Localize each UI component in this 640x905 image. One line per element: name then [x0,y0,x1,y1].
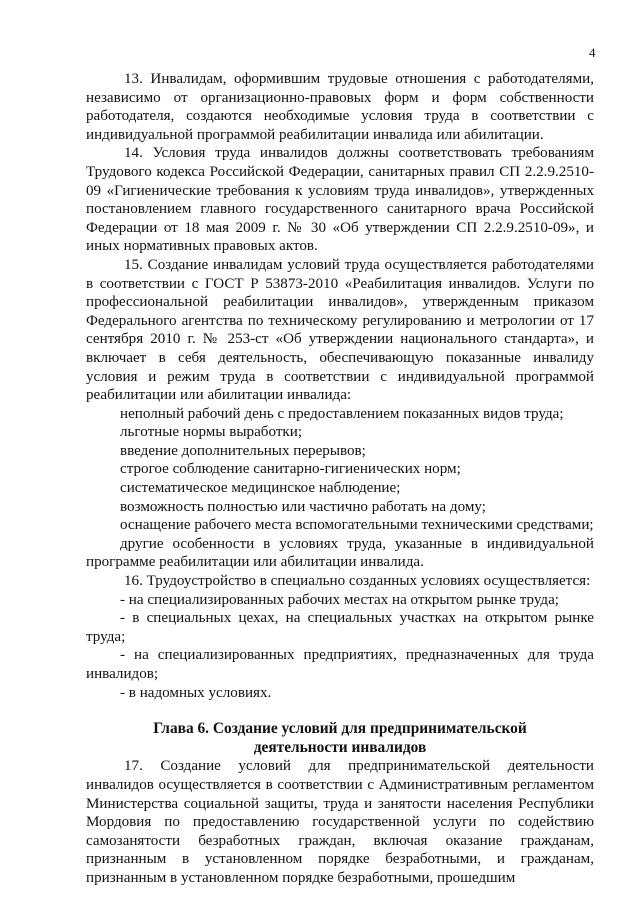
list-item: льготные нормы выработки; [120,424,303,441]
chapter-heading-line-2: деятельности инвалидов [253,738,427,756]
list-item: введение дополнительных перерывов; [120,442,366,459]
list-item: неполный рабочий день с предоставлением показанных видов труда; [120,405,564,422]
list-item: систематическое медицинское наблюдение; [120,480,401,497]
list-item: оснащение рабочего места вспомогательными техническими средствами; [120,517,594,534]
list-item: - в специальных цехах, на специальных участках на открытом рынке труда; [86,610,594,645]
paragraph-15: 15. Создание инвалидам условий труда осуществляется работодателями в соответствии с ГОСТ Р 53873-2010 «Реабилитация инвалидов. Услуги по профессиональной реабилитации инвалидов», утвержденным приказом Федерального агентства по техническому регулированию и метрологии от 17 сентября 2010 г. № 253-ст «Об утверждении национального стандарта», и включает в себя деятельность, обеспечивающую показанные инвалиду условия и режим труда в соответствии с индивидуальной программой реабилитации или абилитации инвалида: [86,256,594,404]
list-item: - на специализированных рабочих местах на открытом рынке труда; [120,591,559,608]
paragraph-14: 14. Условия труда инвалидов должны соответствовать требованиям Трудового кодекса Российской Федерации, санитарных правил СП 2.2.9.2510-09 «Гигиенические требования к условиям труда инвалидов», утвержденных постановлением главного государственного санитарного врача Российской Федерации от 18 мая 2009 г. № 30 «Об утверждении СП 2.2.9.2510-09», и иных нормативных правовых актов. [86,145,594,255]
document-body [86,70,594,888]
list-item: - в надомных условиях. [120,684,272,701]
list-item: - на специализированных предприятиях, предназначенных для труда инвалидов; [86,647,594,682]
paragraph-13: 13. Инвалидам, оформившим трудовые отношения с работодателями, независимо от организационно-правовых форм и форм собственности работодателя, создаются необходимые условия труда в соответствии с индивидуальной программой реабилитации инвалида или абилитации. [86,71,594,143]
list-item: строгое соблюдение санитарно-гигиенических норм; [120,461,461,478]
chapter-heading [86,720,594,757]
list-item: другие особенности в условиях труда, указанные в индивидуальной программе реабилитации или абилитации инвалида. [86,535,594,571]
paragraph-17: 17. Создание условий для предпринимательской деятельности инвалидов осуществляется в соответствии с Административным регламентом Министерства социальной защиты, труда и занятости населения Республики Мордовия по предоставлению государственной услуги по содействию самозанятости безработных граждан, включая оказание гражданам, признанным в установленном порядке безработными, и гражданам, признанным в установленном порядке безработными, прошедшим [86,758,594,886]
paragraph-16: 16. Трудоустройство в специально созданных условиях осуществляется: [124,573,591,590]
chapter-heading-line-1: Глава 6. Создание условий для предпринимательской [153,720,527,738]
list-item: возможность полностью или частично работать на дому; [120,498,486,515]
page-number: 4 [589,45,596,60]
